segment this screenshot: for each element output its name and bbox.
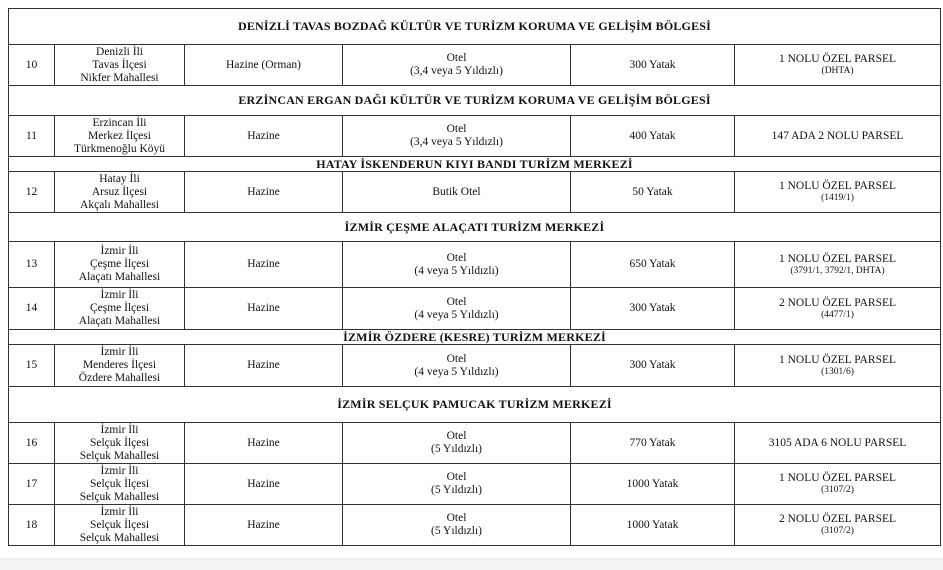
table-row xyxy=(9,45,941,86)
section-header-row xyxy=(9,86,941,116)
usage-star-rating: (4 veya 5 Yıldızlı) xyxy=(414,365,499,378)
table-row xyxy=(9,464,941,505)
location-line: İzmir İli xyxy=(100,464,139,477)
owner-cell: Hazine xyxy=(185,423,343,464)
usage-type: Otel xyxy=(446,123,467,135)
table-row xyxy=(9,345,941,387)
location-cell xyxy=(55,288,185,330)
row-number: 12 xyxy=(9,172,55,213)
parcel-detail: (3107/2) xyxy=(821,526,854,536)
parcel-detail: (DHTA) xyxy=(821,66,854,76)
section-header-row xyxy=(9,9,941,45)
location-line: İzmir İli xyxy=(100,245,139,257)
location-line: İzmir İli xyxy=(100,289,139,301)
capacity-cell: 300 Yatak xyxy=(571,45,735,86)
table-row xyxy=(9,423,941,464)
table-row xyxy=(9,288,941,330)
location-line: Arsuz İlçesi xyxy=(91,185,148,198)
usage-cell xyxy=(343,242,571,288)
row-number: 11 xyxy=(9,116,55,157)
location-line: Merkez İlçesi xyxy=(88,129,151,142)
usage-cell xyxy=(343,464,571,505)
owner-cell: Hazine xyxy=(185,464,343,505)
usage-cell xyxy=(343,423,571,464)
usage-type: Butik Otel xyxy=(432,185,481,198)
section-title: DENİZLİ TAVAS BOZDAĞ KÜLTÜR VE TURİZM KORUMA VE GELİŞİM BÖLGESİ xyxy=(9,9,941,45)
location-line: Nikfer Mahallesi xyxy=(80,71,159,84)
parcel-detail: (3107/2) xyxy=(821,485,854,495)
document-page xyxy=(8,8,940,560)
owner-cell: Hazine xyxy=(185,242,343,288)
usage-star-rating: (4 veya 5 Yıldızlı) xyxy=(414,264,499,277)
parcel-cell xyxy=(735,242,941,288)
location-line: Selçuk İlçesi xyxy=(89,477,150,490)
owner-cell: Hazine xyxy=(185,116,343,157)
location-line: Çeşme İlçesi xyxy=(89,302,150,314)
usage-star-rating: (3,4 veya 5 Yıldızlı) xyxy=(410,136,503,148)
location-cell xyxy=(55,464,185,505)
table-row xyxy=(9,242,941,288)
usage-star-rating: (5 Yıldızlı) xyxy=(431,484,482,496)
parcel-cell xyxy=(735,464,941,505)
section-header-row xyxy=(9,157,941,172)
capacity-cell: 300 Yatak xyxy=(571,288,735,330)
usage-star-rating: (4 veya 5 Yıldızlı) xyxy=(414,308,499,321)
location-line: Selçuk İlçesi xyxy=(89,436,150,449)
usage-star-rating: (3,4 veya 5 Yıldızlı) xyxy=(410,65,503,77)
location-line: Akçalı Mahallesi xyxy=(80,198,159,211)
parcel-name: 1 NOLU ÖZEL PARSEL xyxy=(778,180,897,192)
section-title: İZMİR SELÇUK PAMUCAK TURİZM MERKEZİ xyxy=(9,387,941,423)
capacity-cell: 770 Yatak xyxy=(571,423,735,464)
usage-type: Otel xyxy=(446,52,467,64)
location-line: Hatay İli xyxy=(99,172,140,185)
parcel-cell xyxy=(735,423,941,464)
parcel-name: 147 ADA 2 NOLU PARSEL xyxy=(771,129,904,142)
parcel-cell xyxy=(735,505,941,546)
owner-cell: Hazine xyxy=(185,505,343,546)
location-line: Özdere Mahallesi xyxy=(78,372,161,384)
usage-type: Otel xyxy=(446,295,467,308)
parcel-name: 1 NOLU ÖZEL PARSEL xyxy=(778,53,897,65)
capacity-cell: 400 Yatak xyxy=(571,116,735,157)
location-line: İzmir İli xyxy=(100,346,139,358)
location-cell xyxy=(55,345,185,387)
usage-cell xyxy=(343,45,571,86)
capacity-cell: 650 Yatak xyxy=(571,242,735,288)
owner-cell: Hazine xyxy=(185,345,343,387)
parcel-detail: (3791/1, 3792/1, DHTA) xyxy=(790,265,885,276)
usage-star-rating: (5 Yıldızlı) xyxy=(431,525,482,537)
parcel-cell xyxy=(735,288,941,330)
section-header-row xyxy=(9,213,941,242)
parcel-name: 1 NOLU ÖZEL PARSEL xyxy=(778,353,897,366)
usage-cell xyxy=(343,116,571,157)
parcel-detail: (1419/1) xyxy=(821,193,854,203)
location-line: Erzincan İli xyxy=(92,116,147,129)
location-line: Selçuk İlçesi xyxy=(89,518,150,531)
usage-cell xyxy=(343,288,571,330)
parcel-name: 2 NOLU ÖZEL PARSEL xyxy=(778,513,897,525)
row-number: 14 xyxy=(9,288,55,330)
parcel-detail: (4477/1) xyxy=(821,309,854,320)
location-line: İzmir İli xyxy=(100,505,139,518)
usage-cell xyxy=(343,345,571,387)
section-header-row xyxy=(9,387,941,423)
capacity-cell: 50 Yatak xyxy=(571,172,735,213)
usage-cell xyxy=(343,505,571,546)
row-number: 18 xyxy=(9,505,55,546)
parcel-table xyxy=(8,8,941,546)
usage-type: Otel xyxy=(446,251,467,264)
section-title: HATAY İSKENDERUN KIYI BANDI TURİZM MERKEZİ xyxy=(9,157,941,172)
location-cell xyxy=(55,423,185,464)
location-line: Menderes İlçesi xyxy=(82,359,157,371)
owner-cell: Hazine xyxy=(185,172,343,213)
location-line: İzmir İli xyxy=(100,423,139,436)
owner-cell: Hazine xyxy=(185,288,343,330)
location-line: Selçuk Mahallesi xyxy=(79,490,160,503)
section-title: İZMİR ÇEŞME ALAÇATI TURİZM MERKEZİ xyxy=(9,213,941,242)
location-cell xyxy=(55,242,185,288)
location-line: Selçuk Mahallesi xyxy=(79,531,160,544)
location-cell xyxy=(55,45,185,86)
usage-type: Otel xyxy=(446,430,467,442)
location-line: Alaçatı Mahallesi xyxy=(78,315,161,327)
capacity-cell: 1000 Yatak xyxy=(571,505,735,546)
parcel-cell xyxy=(735,45,941,86)
parcel-name: 1 NOLU ÖZEL PARSEL xyxy=(778,252,897,265)
usage-star-rating: (5 Yıldızlı) xyxy=(431,443,482,455)
row-number: 10 xyxy=(9,45,55,86)
row-number: 13 xyxy=(9,242,55,288)
usage-type: Otel xyxy=(446,352,467,365)
location-line: Selçuk Mahallesi xyxy=(79,449,160,462)
page-bottom-strip xyxy=(0,558,943,570)
row-number: 17 xyxy=(9,464,55,505)
location-cell xyxy=(55,505,185,546)
parcel-cell xyxy=(735,172,941,213)
section-title: İZMİR ÖZDERE (KESRE) TURİZM MERKEZİ xyxy=(9,330,941,345)
location-line: Çeşme İlçesi xyxy=(89,258,150,270)
table-row xyxy=(9,505,941,546)
parcel-cell xyxy=(735,345,941,387)
row-number: 15 xyxy=(9,345,55,387)
location-cell xyxy=(55,116,185,157)
location-line: Türkmenoğlu Köyü xyxy=(73,142,166,155)
usage-cell xyxy=(343,172,571,213)
usage-type: Otel xyxy=(446,512,467,524)
owner-cell: Hazine (Orman) xyxy=(185,45,343,86)
parcel-name: 1 NOLU ÖZEL PARSEL xyxy=(778,472,897,484)
capacity-cell: 1000 Yatak xyxy=(571,464,735,505)
location-cell xyxy=(55,172,185,213)
table-row xyxy=(9,116,941,157)
row-number: 16 xyxy=(9,423,55,464)
location-line: Tavas İlçesi xyxy=(92,58,147,71)
parcel-detail: (1301/6) xyxy=(821,366,854,377)
usage-type: Otel xyxy=(446,471,467,483)
table-row xyxy=(9,172,941,213)
location-line: Alaçatı Mahallesi xyxy=(78,271,161,283)
parcel-name: 3105 ADA 6 NOLU PARSEL xyxy=(768,436,907,449)
parcel-name: 2 NOLU ÖZEL PARSEL xyxy=(778,296,897,309)
capacity-cell: 300 Yatak xyxy=(571,345,735,387)
section-title: ERZİNCAN ERGAN DAĞI KÜLTÜR VE TURİZM KORUMA VE GELİŞİM BÖLGESİ xyxy=(9,86,941,116)
section-header-row xyxy=(9,330,941,345)
parcel-cell xyxy=(735,116,941,157)
location-line: Denizli İli xyxy=(96,45,143,58)
